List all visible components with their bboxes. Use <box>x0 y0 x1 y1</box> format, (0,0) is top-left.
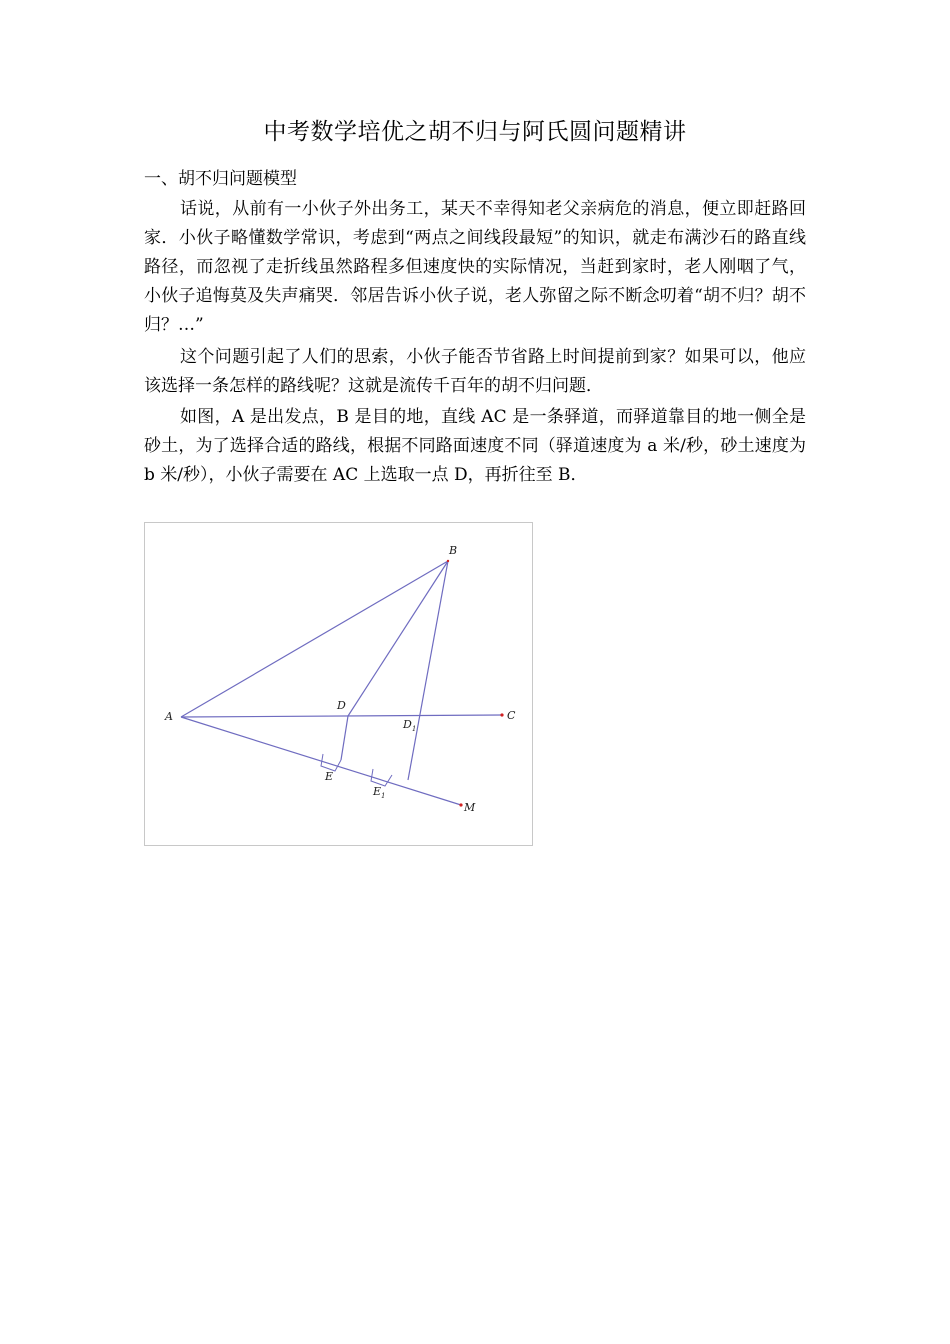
segment-bd <box>348 561 448 716</box>
label-e1: $E_1$ <box>373 785 386 800</box>
point-m <box>459 803 462 806</box>
segment-ac <box>181 715 502 717</box>
paragraph-question: 这个问题引起了人们的思索，小伙子能否节省路上时间提前到家？如果可以，他应该选择一条怎样的路线呢？这就是流传千百年的胡不归问题． <box>144 347 806 396</box>
segment-am <box>181 717 461 805</box>
label-e: E <box>325 770 334 783</box>
paragraph-problem-setup: 如图，A 是出发点，B 是目的地，直线 AC 是一条驿道，而驿道靠目的地一侧全是砂土，为了选择合适的路线，根据不同路面速度不同（驿道速度为 a 米/秒，砂土速度为 b 米/秒），小伙子需要在 AC 上选取一点 D，再折往至 B． <box>144 407 806 485</box>
page-title: 中考数学培优之胡不归与阿氏圆问题精讲 <box>263 119 687 145</box>
label-m: M <box>464 801 476 814</box>
label-d: D <box>337 699 346 712</box>
label-b: B <box>449 544 458 557</box>
segment-ab <box>181 561 448 717</box>
label-a: A <box>165 710 173 723</box>
geometry-diagram <box>145 523 534 847</box>
point-c <box>500 713 503 716</box>
segment-be1 <box>408 561 448 780</box>
geometry-figure <box>144 522 533 846</box>
section-heading: 一、胡不归问题模型 <box>144 169 297 189</box>
point-b <box>447 560 449 562</box>
label-c: C <box>507 709 516 722</box>
paragraph-story: 话说，从前有一小伙子外出务工，某天不幸得知老父亲病危的消息，便立即赶路回家．小伙子略懂数学常识，考虑到“两点之间线段最短”的知识，就走布满沙石的路直线路径，而忽视了走折线虽然路程多但速度快的实际情况，当赶到家时，老人刚咽了气，小伙子追悔莫及失声痛哭．邻居告诉小伙子说，老人弥留之际不断念叨着“胡不归？胡不归？…” <box>144 199 806 335</box>
label-d1: $D_1$ <box>403 718 417 733</box>
segment-de <box>341 716 348 760</box>
